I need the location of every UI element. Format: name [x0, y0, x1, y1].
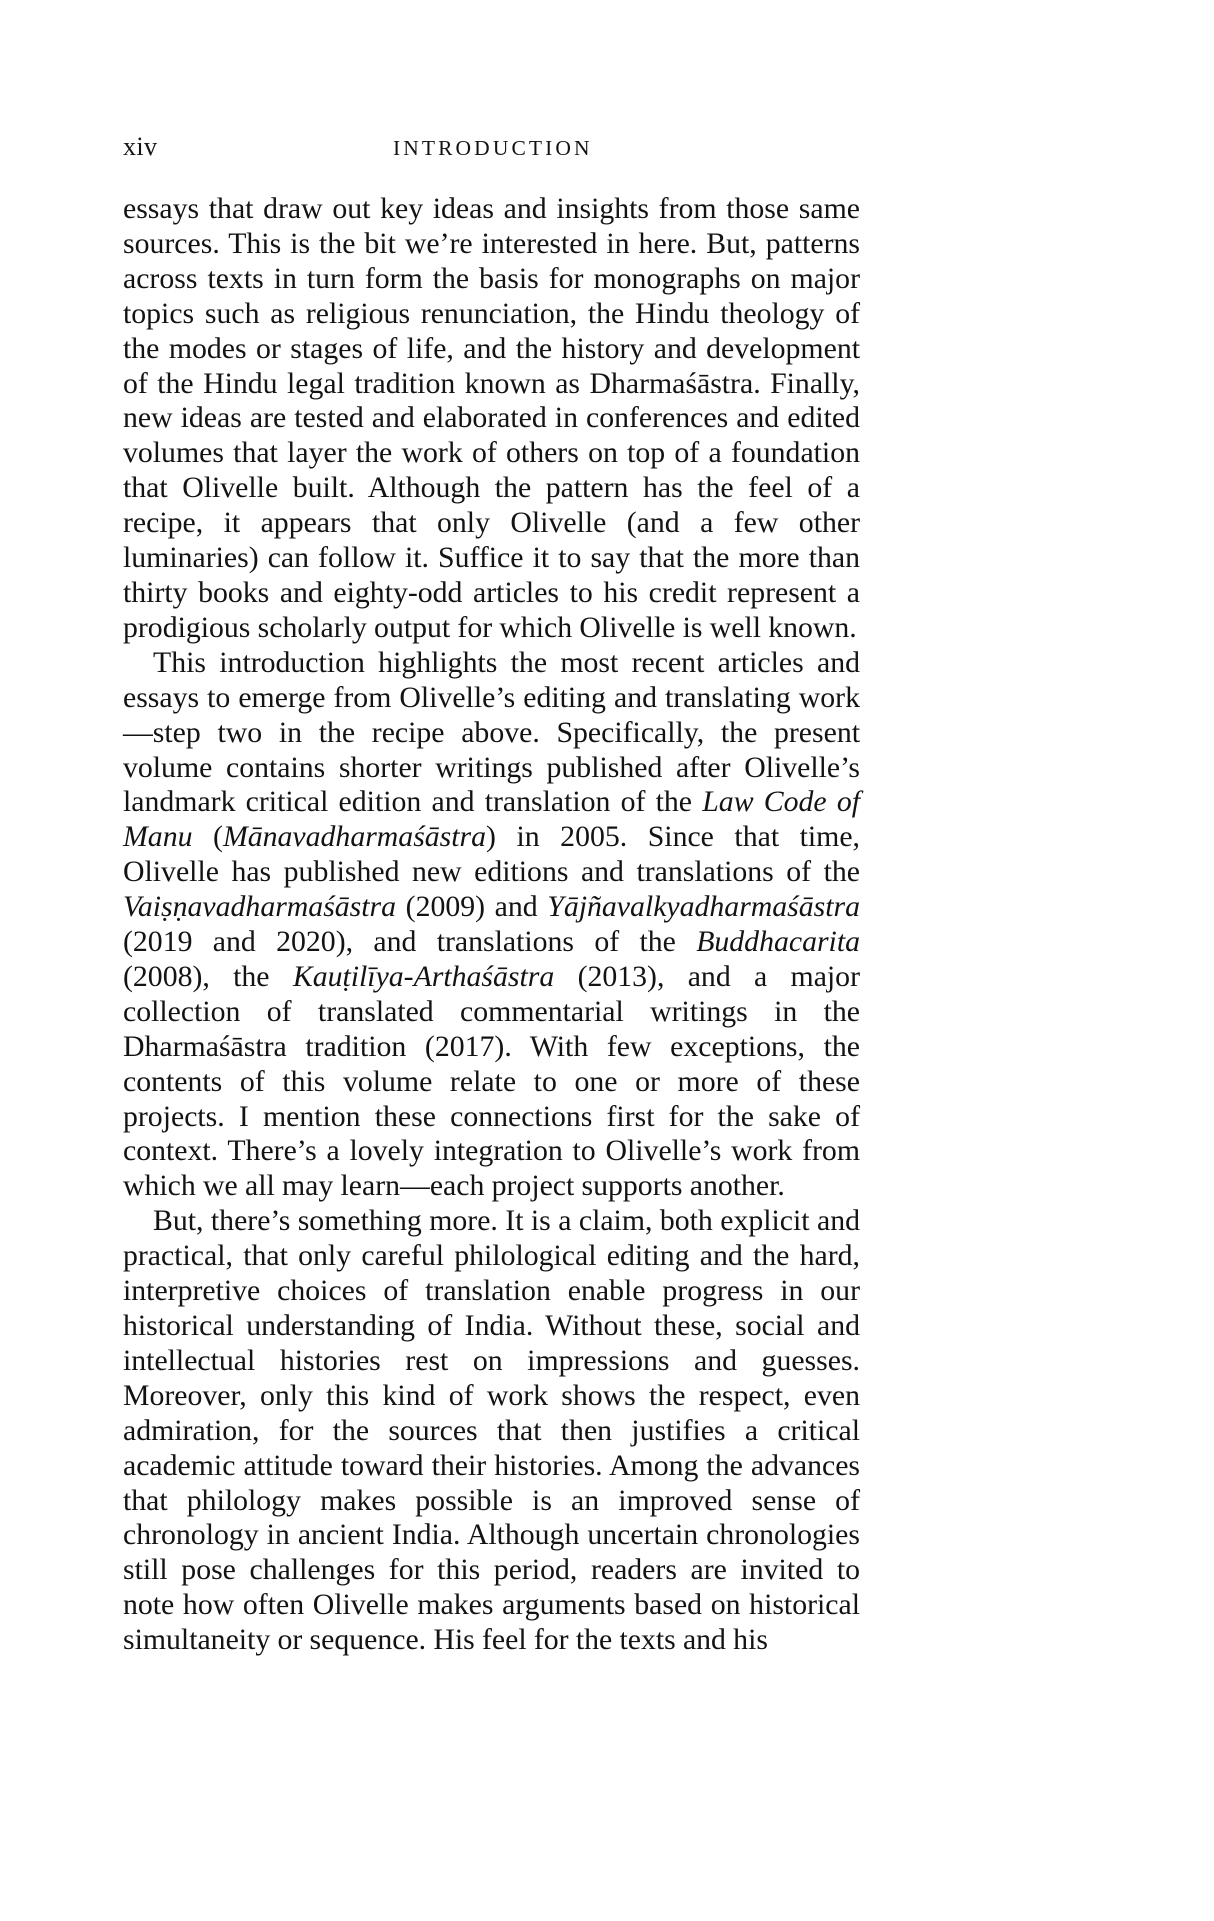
running-head-title: INTRODUCTION [393, 136, 593, 160]
paragraph-2: This introduction highlights the most recent articles and essays to emerge from Olivelle’s editing and translating work—step two in the recipe above. Specifically, the present volume contains shorter writings published after Olivelle’s landmark critical edition and translation of the Law Code of Manu (Mānavadharmaśāstra) in 2005. Since that time, Olivelle has published new editions and translations of the Vaiṣṇavadharmaśāstra (2009) and Yājñavalkyadharmaśāstra (2019 and 2020), and translations of the Buddhacarita (2008), the Kauṭilīya-Arthaśāstra (2013), and a major collection of translated commentarial writings in the Dharmaśāstra tradition (2017). With few exceptions, the contents of this volume relate to one or more of these projects. I mention these connections first for the sake of context. There’s a lovely integration to Olivelle’s work from which we all may learn—each project supports another. [123, 645, 861, 1203]
body-text-block [123, 192, 860, 1658]
italic-work-title: Kauṭilīya-Arthaśāstra [292, 959, 555, 993]
paragraph-3: But, there’s something more. It is a claim, both explicit and practical, that only careful philological editing and the hard, interpretive choices of translation enable progress in our historical understanding of India. Without these, social and intellectual histories rest on impressions and guesses. Moreover, only this kind of work shows the respect, even admiration, for the sources that then justifies a critical academic attitude toward their histories. Among the advances that philology makes possible is an improved sense of chronology in ancient India. Although uncertain chronologies still pose challenges for this period, readers are invited to note how often Olivelle makes arguments based on historical simultaneity or sequence. His feel for the texts and his [123, 1204, 860, 1657]
italic-work-title: Mānavadharmaśāstra [222, 820, 487, 854]
italic-work-title: Law Code of Manu [123, 785, 861, 854]
running-head [123, 134, 883, 168]
page-folio-number: xiv [123, 132, 158, 161]
italic-work-title: Vaiṣṇavadharmaśāstra [123, 890, 397, 924]
italic-work-title: Buddhacarita [696, 925, 860, 959]
paragraph-1: essays that draw out key ideas and insights from those same sources. This is the bit we’re interested in here. But, patterns across texts in turn form the basis for monographs on major topics such as religious renunciation, the Hindu theology of the modes or stages of life, and the history and development of the Hindu legal tradition known as Dharmaśāstra. Finally, new ideas are tested and elaborated in conferences and edited volumes that layer the work of others on top of a foundation that Olivelle built. Although the pattern has the feel of a recipe, it appears that only Olivelle (and a few other luminaries) can follow it. Suffice it to say that the more than thirty books and eighty-odd articles to his credit represent a prodigious scholarly output for which Olivelle is well known. [123, 192, 860, 644]
italic-work-title: Yājñavalkyadharmaśāstra [547, 890, 860, 924]
